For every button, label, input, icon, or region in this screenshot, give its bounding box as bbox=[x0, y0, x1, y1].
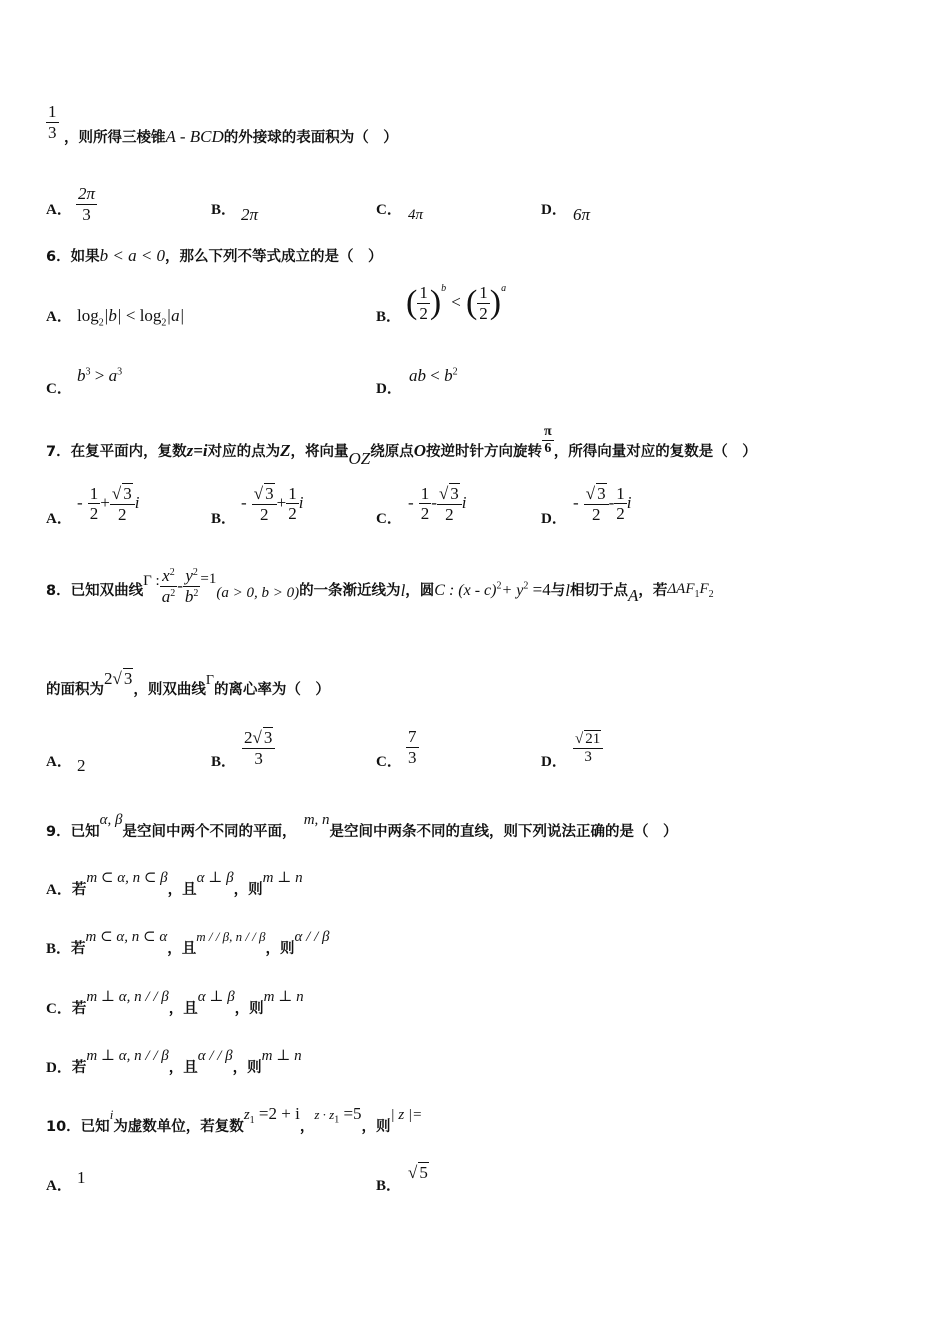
q5-option-a-label: A． bbox=[46, 202, 72, 218]
q7-option-a: - $\frac{1}{2}$ + $\frac{√ 3}{2}$ i bbox=[77, 483, 140, 524]
q6-option-a: $\log_2|b| < \log_2|a|$ bbox=[77, 306, 185, 329]
q9-option-d: D．若m ⊥ α, n / / β，且α / / β，则m ⊥ n bbox=[46, 1048, 302, 1076]
q9-option-a: A．若m ⊂ α, n ⊂ β，且α ⊥ β，则m ⊥ n bbox=[46, 870, 303, 898]
q8-option-c-label: C． bbox=[376, 754, 402, 770]
q6-option-c: $b^3 > a^3$ bbox=[77, 366, 123, 385]
q8-option-d-label: D． bbox=[541, 754, 567, 770]
q7-option-b-label: B． bbox=[211, 511, 237, 527]
q7-option-c: - $\frac{1}{2}$ - $\frac{√ 3}{2}$ i bbox=[408, 483, 467, 524]
q5-stem: ，则所得三棱锥A - BCD的外接球的表面积为（ ） bbox=[64, 127, 398, 146]
q7-option-c-label: C． bbox=[376, 511, 402, 527]
q5-option-c: 4π bbox=[408, 207, 424, 223]
q10-option-b: √ 5 bbox=[408, 1163, 428, 1182]
q6-option-d-label: D． bbox=[376, 381, 402, 397]
q8-option-a: 2 bbox=[77, 756, 86, 775]
q9-option-c: C．若m ⊥ α, n / / β，且α ⊥ β，则m ⊥ n bbox=[46, 989, 304, 1017]
q7-stem: 7．在复平面内，复数z=i对应的点为Z，将向量OZ绕原点O按逆时针方向旋转 $\frac{\pi}{6}$ ，所得向量对应的复数是（ ） bbox=[46, 424, 757, 468]
q7-option-b: - $\frac{√ 3}{2}$ + $\frac{1}{2}$ i bbox=[241, 483, 304, 524]
q8-option-d: $\frac{√ 21}{3}$ bbox=[573, 730, 603, 767]
q9-option-b: B．若m ⊂ α, n ⊂ α，且m / / β, n / / β，则α / / β bbox=[46, 929, 330, 957]
q5-option-d: 6π bbox=[573, 205, 591, 224]
q6-option-b-label: B． bbox=[376, 309, 402, 325]
q8-option-c: $\frac{7}{3}$ bbox=[408, 727, 417, 767]
q10-option-b-label: B． bbox=[376, 1178, 402, 1194]
q7-option-d-label: D． bbox=[541, 511, 567, 527]
q6-stem: 6．如果b < a < 0，那么下列不等式成立的是（ ） bbox=[46, 246, 383, 265]
q8-stem-line1: 8．已知双曲线Γ : $\frac{x^2}{a^2}$ - $\frac{y^2}{b^2}$ =1(a > 0, b > 0)的一条渐近线为l，圆C : $(x - c)^2+ y^2 =4$与l相切于点A，若$\Delta AF_1F_2$ bbox=[46, 566, 714, 607]
q5-option-c-label: C． bbox=[376, 202, 402, 218]
q7-option-d: - $\frac{√ 3}{2}$ - $\frac{1}{2}$ i bbox=[573, 483, 632, 524]
q7-option-a-label: A． bbox=[46, 511, 72, 527]
q10-option-a: 1 bbox=[77, 1168, 86, 1187]
q10-stem: 10．已知i为虚数单位，若复数$z_1 =2 + i$，$z \cdot z_1 =5$，则| z |= bbox=[46, 1104, 423, 1135]
q6-option-d: ab < $b^2$ bbox=[409, 366, 458, 385]
q8-option-b-label: B． bbox=[211, 754, 237, 770]
q6-option-a-label: A． bbox=[46, 309, 72, 325]
q6-option-b: ( $\frac{1}{2}$ )$^b$ < ( $\frac{1}{2}$ )$^a$ bbox=[406, 283, 507, 323]
q5-option-b-label: B． bbox=[211, 202, 237, 218]
q6-option-c-label: C． bbox=[46, 381, 72, 397]
q5-fraction: $\frac{1}{3}$ bbox=[48, 102, 57, 142]
q9-stem: 9．已知α, β是空间中两个不同的平面， m, n是空间中两条不同的直线，则下列说法正确的是（ ） bbox=[46, 812, 678, 840]
q10-option-a-label: A． bbox=[46, 1178, 72, 1194]
q5-option-a: $\frac{2\pi}{3}$ bbox=[78, 184, 96, 224]
q8-stem-line2: 的面积为2√ 3，则双曲线Γ的离心率为（ ） bbox=[46, 669, 330, 698]
q8-option-a-label: A． bbox=[46, 754, 72, 770]
q8-option-b: $\frac{2√ 3}{3}$ bbox=[242, 727, 275, 768]
q5-option-d-label: D． bbox=[541, 202, 567, 218]
q5-option-b: 2π bbox=[241, 205, 259, 224]
